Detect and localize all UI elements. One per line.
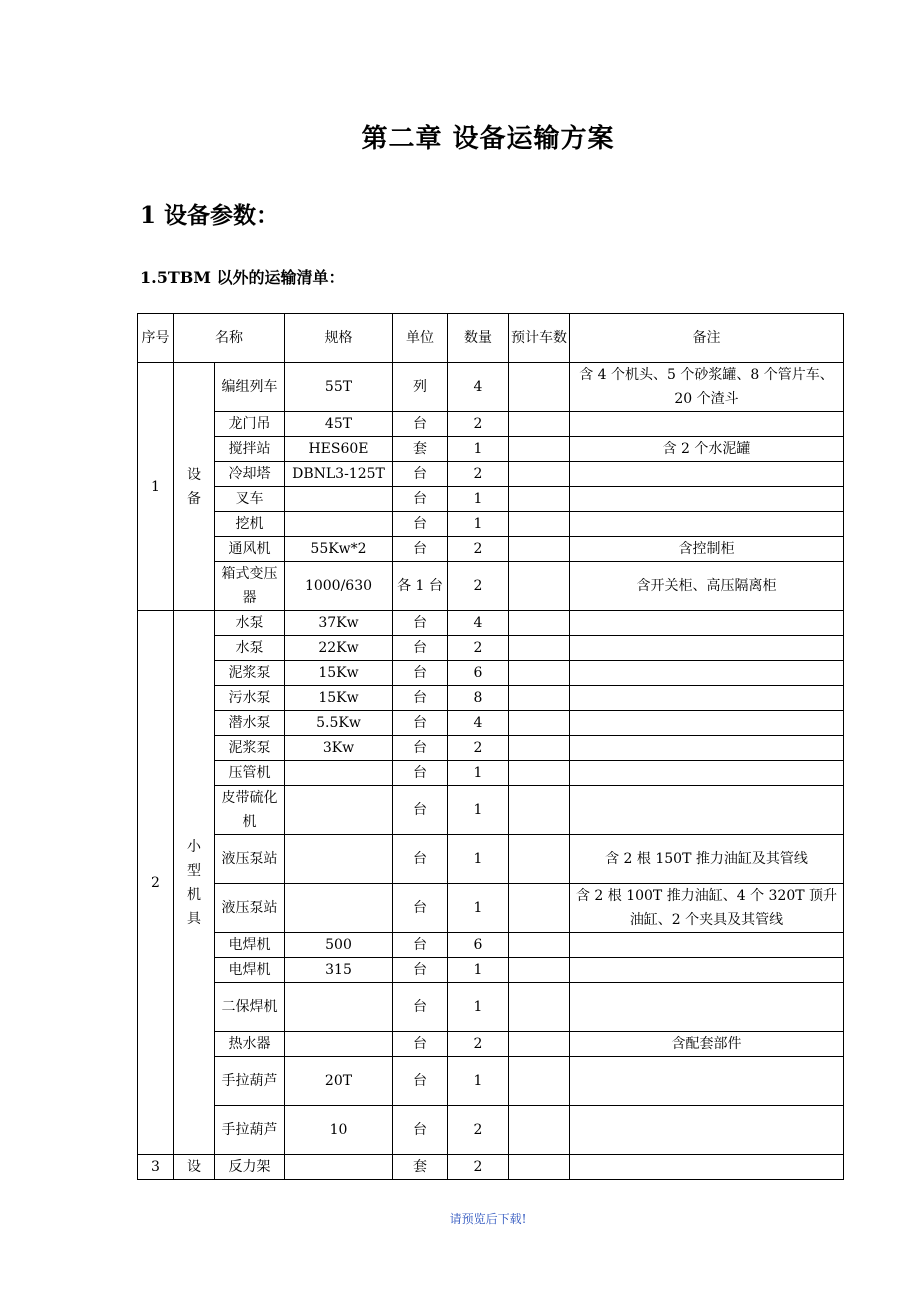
remark-cell (570, 933, 844, 958)
spec-cell: 15Kw (285, 686, 393, 711)
name-cell: 水泵 (215, 636, 285, 661)
header-row (138, 314, 844, 363)
qty-cell: 2 (448, 412, 509, 437)
table-row (138, 437, 844, 462)
name-cell: 编组列车 (215, 363, 285, 412)
name-cell: 挖机 (215, 512, 285, 537)
table-row (138, 661, 844, 686)
remark-cell: 含 2 根 100T 推力油缸、4 个 320T 顶升油缸、2 个夹具及其管线 (570, 884, 844, 933)
spec-cell: 1000/630 (285, 562, 393, 611)
spec-cell: 37Kw (285, 611, 393, 636)
table-row (138, 884, 844, 933)
spec-cell: 3Kw (285, 736, 393, 761)
trucks-cell (509, 736, 570, 761)
qty-cell: 1 (448, 958, 509, 983)
trucks-cell (509, 487, 570, 512)
trucks-cell (509, 686, 570, 711)
name-cell: 液压泵站 (215, 884, 285, 933)
spec-cell: 20T (285, 1057, 393, 1106)
spec-cell (285, 983, 393, 1032)
qty-cell: 2 (448, 1106, 509, 1155)
qty-cell: 1 (448, 835, 509, 884)
qty-cell: 2 (448, 462, 509, 487)
trucks-cell (509, 1032, 570, 1057)
name-cell: 压管机 (215, 761, 285, 786)
name-cell: 泥浆泵 (215, 661, 285, 686)
table-row (138, 611, 844, 636)
qty-cell: 1 (448, 512, 509, 537)
name-cell: 水泵 (215, 611, 285, 636)
table-row (138, 537, 844, 562)
qty-cell: 1 (448, 983, 509, 1032)
qty-cell: 6 (448, 661, 509, 686)
chapter-title: 第二章 设备运输方案 (361, 124, 615, 154)
table-row (138, 562, 844, 611)
unit-cell: 台 (393, 884, 448, 933)
table-row (138, 512, 844, 537)
trucks-cell (509, 437, 570, 462)
name-cell: 泥浆泵 (215, 736, 285, 761)
remark-cell (570, 1057, 844, 1106)
name-cell: 手拉葫芦 (215, 1057, 285, 1106)
unit-cell: 台 (393, 1032, 448, 1057)
qty-cell: 1 (448, 884, 509, 933)
table-row (138, 786, 844, 835)
footer-note: 请预览后下载! (449, 1212, 527, 1226)
table-row (138, 363, 844, 412)
trucks-cell (509, 661, 570, 686)
trucks-cell (509, 983, 570, 1032)
category-cell: 设备 (174, 363, 215, 611)
spec-cell (285, 835, 393, 884)
unit-cell: 台 (393, 611, 448, 636)
qty-cell: 1 (448, 786, 509, 835)
trucks-cell (509, 786, 570, 835)
spec-cell: 55Kw*2 (285, 537, 393, 562)
name-cell: 二保焊机 (215, 983, 285, 1032)
spec-cell (285, 786, 393, 835)
header-remark: 备注 (570, 314, 844, 363)
qty-cell: 4 (448, 611, 509, 636)
table-row (138, 462, 844, 487)
unit-cell: 台 (393, 1106, 448, 1155)
unit-cell: 台 (393, 1057, 448, 1106)
trucks-cell (509, 363, 570, 412)
qty-cell: 8 (448, 686, 509, 711)
unit-cell: 台 (393, 958, 448, 983)
remark-cell (570, 512, 844, 537)
seq-cell: 1 (138, 363, 174, 611)
remark-cell: 含配套部件 (570, 1032, 844, 1057)
qty-cell: 1 (448, 437, 509, 462)
table-row (138, 711, 844, 736)
remark-cell (570, 412, 844, 437)
qty-cell: 1 (448, 487, 509, 512)
spec-cell (285, 761, 393, 786)
table-row (138, 636, 844, 661)
name-cell: 皮带硫化机 (215, 786, 285, 835)
table-row (138, 686, 844, 711)
unit-cell: 台 (393, 835, 448, 884)
trucks-cell (509, 761, 570, 786)
spec-cell (285, 884, 393, 933)
unit-cell: 台 (393, 983, 448, 1032)
remark-cell (570, 661, 844, 686)
remark-cell (570, 462, 844, 487)
trucks-cell (509, 1106, 570, 1155)
remark-cell: 含开关柜、高压隔离柜 (570, 562, 844, 611)
header-spec: 规格 (285, 314, 393, 363)
table-row (138, 835, 844, 884)
trucks-cell (509, 835, 570, 884)
seq-cell: 3 (138, 1155, 174, 1180)
spec-cell: 45T (285, 412, 393, 437)
name-cell: 电焊机 (215, 958, 285, 983)
remark-cell: 含控制柜 (570, 537, 844, 562)
spec-cell: 5.5Kw (285, 711, 393, 736)
table-row (138, 933, 844, 958)
spec-cell: HES60E (285, 437, 393, 462)
remark-cell (570, 1155, 844, 1180)
remark-cell (570, 1106, 844, 1155)
table-row (138, 1057, 844, 1106)
table-row (138, 958, 844, 983)
unit-cell: 台 (393, 761, 448, 786)
remark-cell: 含 4 个机头、5 个砂浆罐、8 个管片车、20 个渣斗 (570, 363, 844, 412)
name-cell: 搅拌站 (215, 437, 285, 462)
name-cell: 热水器 (215, 1032, 285, 1057)
unit-cell: 台 (393, 412, 448, 437)
trucks-cell (509, 958, 570, 983)
unit-cell: 台 (393, 636, 448, 661)
remark-cell (570, 983, 844, 1032)
qty-cell: 2 (448, 636, 509, 661)
remark-cell (570, 686, 844, 711)
trucks-cell (509, 412, 570, 437)
name-cell: 反力架 (215, 1155, 285, 1180)
unit-cell: 台 (393, 537, 448, 562)
table-row (138, 1032, 844, 1057)
remark-cell: 含 2 根 150T 推力油缸及其管线 (570, 835, 844, 884)
qty-cell: 6 (448, 933, 509, 958)
unit-cell: 台 (393, 487, 448, 512)
spec-cell (285, 512, 393, 537)
subsection-title: 1.5TBM 以外的运输清单： (140, 268, 345, 287)
qty-cell: 2 (448, 537, 509, 562)
name-cell: 箱式变压器 (215, 562, 285, 611)
header-name: 名称 (174, 314, 285, 363)
table-row (138, 761, 844, 786)
qty-cell: 4 (448, 711, 509, 736)
spec-cell: 500 (285, 933, 393, 958)
unit-cell: 套 (393, 1155, 448, 1180)
qty-cell: 1 (448, 1057, 509, 1106)
unit-cell: 列 (393, 363, 448, 412)
trucks-cell (509, 636, 570, 661)
name-cell: 通风机 (215, 537, 285, 562)
unit-cell: 台 (393, 686, 448, 711)
trucks-cell (509, 933, 570, 958)
spec-cell (285, 1032, 393, 1057)
name-cell: 手拉葫芦 (215, 1106, 285, 1155)
header-seq: 序号 (138, 314, 174, 363)
remark-cell (570, 487, 844, 512)
name-cell: 龙门吊 (215, 412, 285, 437)
qty-cell: 2 (448, 1155, 509, 1180)
name-cell: 冷却塔 (215, 462, 285, 487)
unit-cell: 台 (393, 933, 448, 958)
qty-cell: 2 (448, 736, 509, 761)
name-cell: 液压泵站 (215, 835, 285, 884)
trucks-cell (509, 512, 570, 537)
trucks-cell (509, 562, 570, 611)
table-row (138, 983, 844, 1032)
table-row (138, 487, 844, 512)
remark-cell (570, 761, 844, 786)
qty-cell: 2 (448, 562, 509, 611)
header-qty: 数量 (448, 314, 509, 363)
header-trucks: 预计车数 (509, 314, 570, 363)
name-cell: 电焊机 (215, 933, 285, 958)
name-cell: 污水泵 (215, 686, 285, 711)
table-row (138, 1106, 844, 1155)
spec-cell: 15Kw (285, 661, 393, 686)
table-row (138, 412, 844, 437)
category-cell: 设 (174, 1155, 215, 1180)
qty-cell: 4 (448, 363, 509, 412)
unit-cell: 套 (393, 437, 448, 462)
trucks-cell (509, 611, 570, 636)
remark-cell (570, 736, 844, 761)
unit-cell: 台 (393, 661, 448, 686)
spec-cell (285, 1155, 393, 1180)
trucks-cell (509, 884, 570, 933)
spec-cell: 55T (285, 363, 393, 412)
equipment-table (137, 313, 844, 1180)
remark-cell (570, 958, 844, 983)
trucks-cell (509, 537, 570, 562)
trucks-cell (509, 711, 570, 736)
table-row (138, 736, 844, 761)
qty-cell: 1 (448, 761, 509, 786)
remark-cell: 含 2 个水泥罐 (570, 437, 844, 462)
trucks-cell (509, 462, 570, 487)
remark-cell (570, 636, 844, 661)
remark-cell (570, 711, 844, 736)
table-row (138, 1155, 844, 1180)
header-unit: 单位 (393, 314, 448, 363)
remark-cell (570, 786, 844, 835)
remark-cell (570, 611, 844, 636)
unit-cell: 台 (393, 462, 448, 487)
spec-cell (285, 487, 393, 512)
spec-cell: 22Kw (285, 636, 393, 661)
unit-cell: 台 (393, 736, 448, 761)
unit-cell: 台 (393, 711, 448, 736)
unit-cell: 各 1 台 (393, 562, 448, 611)
section-title: 1 设备参数： (140, 202, 280, 229)
seq-cell: 2 (138, 611, 174, 1155)
unit-cell: 台 (393, 512, 448, 537)
spec-cell: DBNL3-125T (285, 462, 393, 487)
name-cell: 潜水泵 (215, 711, 285, 736)
spec-cell: 315 (285, 958, 393, 983)
category-cell: 小型机具 (174, 611, 215, 1155)
name-cell: 叉车 (215, 487, 285, 512)
unit-cell: 台 (393, 786, 448, 835)
trucks-cell (509, 1057, 570, 1106)
trucks-cell (509, 1155, 570, 1180)
qty-cell: 2 (448, 1032, 509, 1057)
spec-cell: 10 (285, 1106, 393, 1155)
